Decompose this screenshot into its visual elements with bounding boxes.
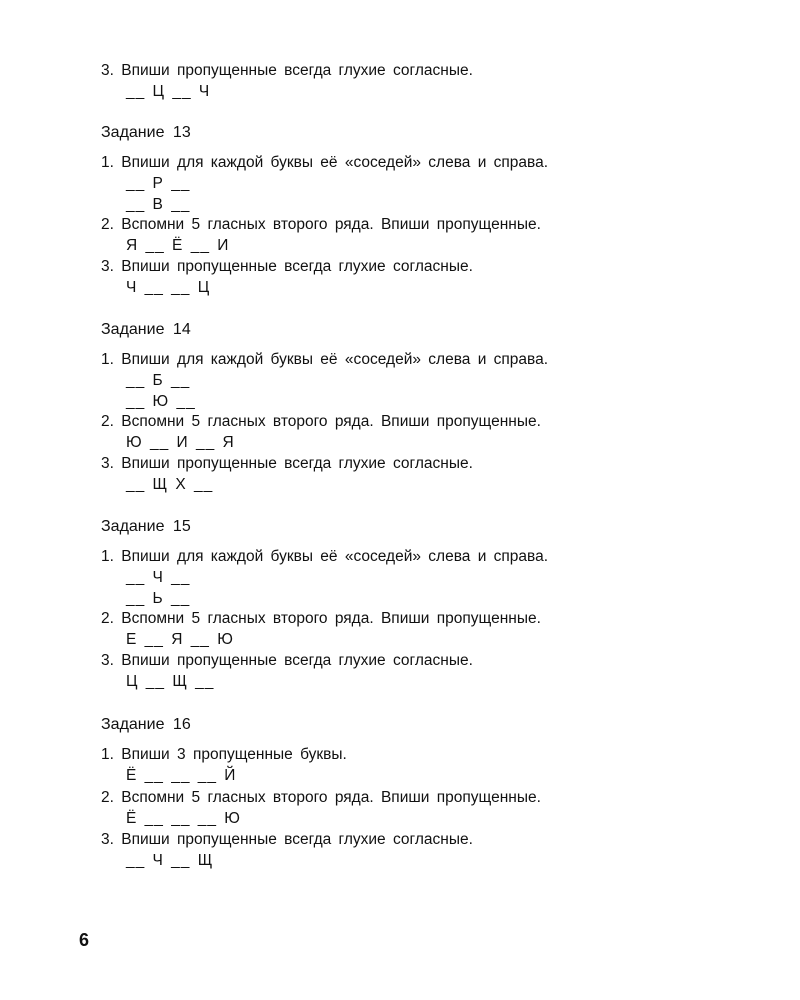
task-item (101, 546, 548, 609)
item-question: 3. Впиши пропущенные всегда глухие согласные. (101, 652, 473, 669)
item-question: 1. Впиши для каждой буквы её «соседей» слева и справа. (101, 351, 549, 368)
item-question: 2. Вспомни 5 гласных второго ряда. Впиши пропущенные. (101, 789, 541, 806)
item-answer: Ё __ __ __ Й (126, 767, 237, 784)
task-item (101, 744, 347, 786)
item-answer: Ю __ И __ Я (126, 434, 235, 451)
item-question: 3. Впиши пропущенные всегда глухие согласные. (101, 62, 473, 79)
item-answer: Я __ Ё __ И (126, 237, 230, 254)
task-title: Задание 15 (101, 518, 191, 535)
item-answer: __ Ц __ Ч (126, 83, 211, 100)
item-answer: __ Ч __ (126, 569, 191, 586)
item-answer: __ Р __ (126, 175, 191, 192)
item-answer: __ Б __ (126, 372, 191, 389)
task-item (101, 787, 541, 829)
task-item (101, 256, 473, 298)
task-item (101, 453, 473, 495)
top-item (101, 60, 473, 102)
task-item (101, 214, 541, 256)
page-number: 6 (79, 930, 90, 950)
item-question: 3. Впиши пропущенные всегда глухие согласные. (101, 831, 473, 848)
task-title: Задание 14 (101, 321, 191, 338)
task-item (101, 829, 473, 871)
item-answer: __ Ю __ (126, 393, 196, 410)
task-item (101, 608, 541, 650)
item-question: 2. Вспомни 5 гласных второго ряда. Впиши пропущенные. (101, 610, 541, 627)
item-answer: __ Ч __ Щ (126, 852, 214, 869)
item-question: 1. Впиши 3 пропущенные буквы. (101, 746, 347, 763)
task-title: Задание 16 (101, 716, 191, 733)
task-title: Задание 13 (101, 124, 191, 141)
item-answer: Ч __ __ Ц (126, 279, 211, 296)
task-item (101, 349, 548, 412)
task-16 (101, 715, 541, 869)
item-answer: __ Щ Х __ (126, 476, 214, 493)
task-15 (101, 517, 549, 690)
item-answer: Ц __ Щ __ (126, 673, 215, 690)
item-question: 1. Впиши для каждой буквы её «соседей» слева и справа. (101, 154, 549, 171)
item-answer: __ В __ (126, 196, 191, 213)
item-answer: __ Ь __ (126, 590, 191, 607)
task-item (101, 152, 548, 215)
task-14 (101, 320, 549, 493)
task-item (101, 650, 473, 692)
item-question: 2. Вспомни 5 гласных второго ряда. Впиши пропущенные. (101, 413, 541, 430)
item-answer: Е __ Я __ Ю (126, 631, 234, 648)
item-question: 1. Впиши для каждой буквы её «соседей» слева и справа. (101, 548, 549, 565)
item-question: 3. Впиши пропущенные всегда глухие согласные. (101, 258, 473, 275)
item-question: 3. Впиши пропущенные всегда глухие согласные. (101, 455, 473, 472)
task-13 (101, 123, 549, 296)
item-answer: Ё __ __ __ Ю (126, 810, 241, 827)
item-question: 2. Вспомни 5 гласных второго ряда. Впиши пропущенные. (101, 216, 541, 233)
task-item (101, 411, 541, 453)
